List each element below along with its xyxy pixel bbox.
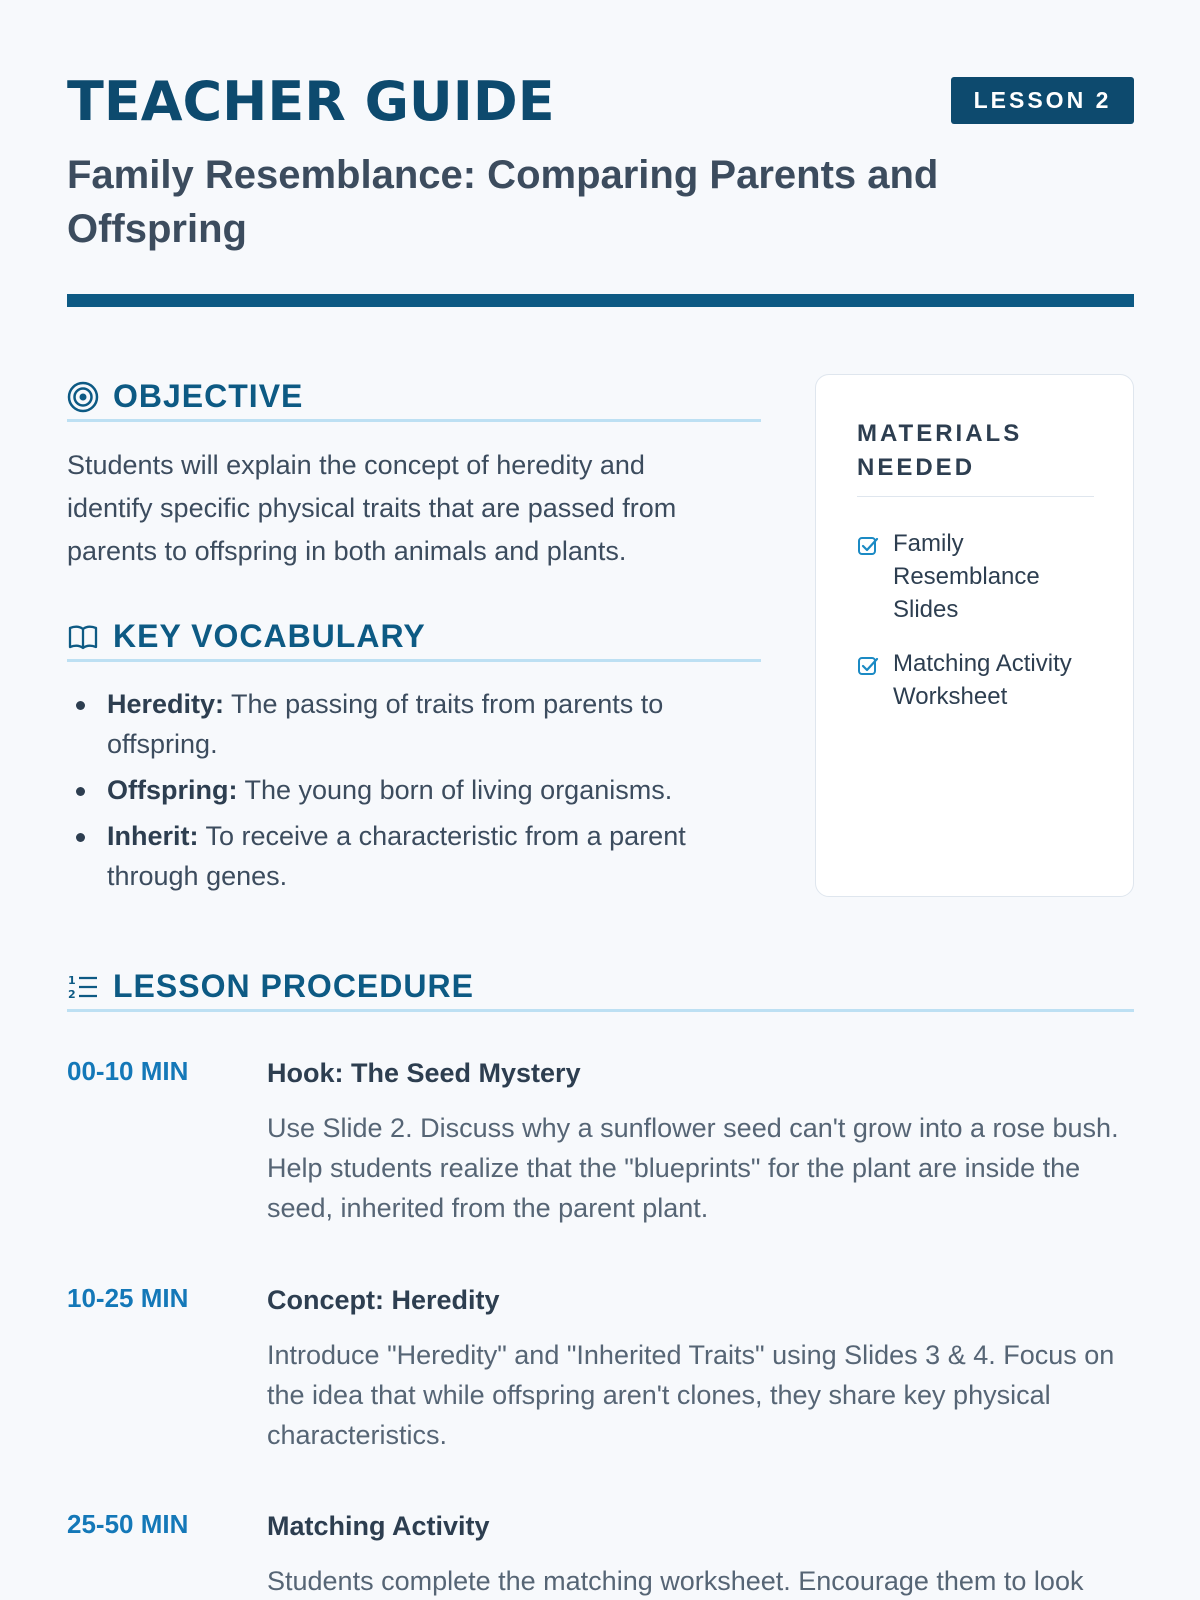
step-time: 10-25 MIN [67,1283,189,1313]
step-title: Hook: The Seed Mystery [267,1058,581,1088]
vocab-term: Inherit: [107,821,199,851]
step-time: 00-10 MIN [67,1056,189,1086]
vocab-definition: To receive a characteristic from a parent through genes. [107,821,686,891]
list-item [67,684,747,764]
list-item [67,816,747,896]
list-item [67,770,747,810]
checkbox-icon [857,655,879,677]
lesson-badge: LESSON 2 [951,77,1134,124]
materials-divider [857,496,1094,497]
material-label: Matching Activity Worksheet [893,650,1072,710]
materials-heading: MATERIALS NEEDED [857,420,1023,481]
vocab-term: Offspring: [107,775,238,805]
objective-text: Students will explain the concept of heredity and identify specific physical traits that are passed from parents to offspring in both animals and plants. [67,450,677,566]
guide-header [67,72,1134,312]
procedure-label: LESSON PROCEDURE [113,968,474,1004]
step-title: Concept: Heredity [267,1285,500,1315]
svg-text:1: 1 [68,973,76,987]
checkbox-icon [857,535,879,557]
page-title: TEACHER GUIDE [67,70,555,133]
objective-heading [67,374,761,422]
step-title: Matching Activity [267,1511,490,1541]
target-icon [67,381,99,413]
vocab-term: Heredity: [107,689,225,719]
materials-card [815,374,1134,897]
material-item-worksheet [857,647,1093,713]
header-divider [67,294,1134,307]
vocabulary-heading [67,614,761,662]
vocab-definition: The passing of traits from parents to offspring. [107,689,664,759]
vocab-definition: The young born of living organisms. [237,775,673,805]
book-icon [67,621,99,653]
step-time: 25-50 MIN [67,1509,189,1539]
svg-text:2: 2 [68,987,76,1001]
step-description: Introduce "Heredity" and "Inherited Traits" using Slides 3 & 4. Focus on the idea that while offspring aren't clones, they share key physical characteristics. [267,1340,1115,1450]
step-description: Use Slide 2. Discuss why a sunflower seed can't grow into a rose bush. Help students realize that the "blueprints" for the plant are inside the seed, inherited from the parent plant. [267,1113,1119,1223]
vocabulary-list [67,684,747,902]
numbered-list-icon [67,971,99,1003]
material-item-slides [857,527,1093,626]
vocabulary-label: KEY VOCABULARY [113,618,426,654]
step-description: Students complete the matching worksheet. Encourage them to look [267,1566,1084,1596]
material-label: Family Resemblance Slides [893,530,1040,623]
procedure-heading [67,964,1134,1012]
lesson-subtitle: Family Resemblance: Comparing Parents and Offspring [67,153,939,251]
objective-label: OBJECTIVE [113,378,304,414]
teacher-guide-page [67,0,1134,1600]
